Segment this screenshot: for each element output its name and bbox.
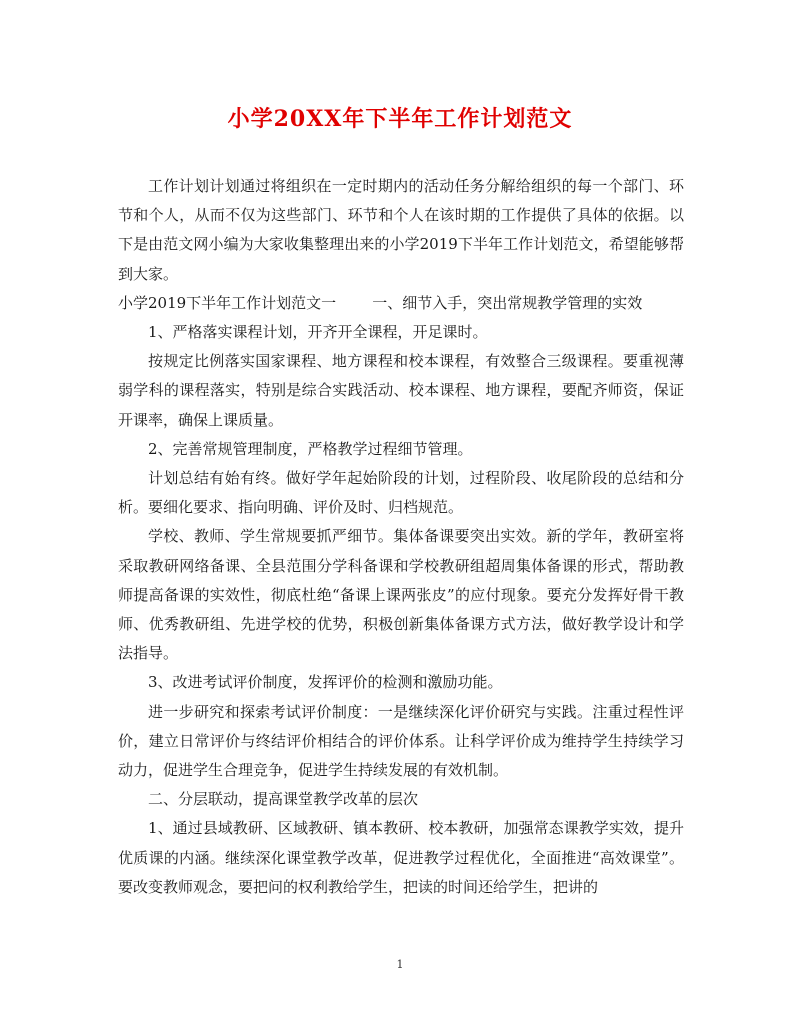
intro-paragraph: 工作计划计划通过将组织在一定时期内的活动任务分解给组织的每一个部门、环节和个人，从而不仅为这些部门、环节和个人在该时期的工作提供了具体的依据。以下是由范文网小编为大家收集整理出来的小学2019下半年工作计划范文，希望能够帮到大家。 [118, 177, 684, 283]
item-2-text-1: 计划总结有始有终。做好学年起始阶段的计划，过程阶段、收尾阶段的总结和分析。要细化要求、指向明确、评价及时、归档规范。 [118, 469, 684, 517]
item-2-heading: 2、完善常规管理制度，严格教学过程细节管理。 [148, 439, 473, 458]
document-body [118, 172, 684, 902]
section-title: 小学2019下半年工作计划范文一 [118, 293, 337, 312]
item-2-text-2: 学校、教师、学生常规要抓严细节。集体备课要突出实效。新的学年，教研室将采取教研网络备课、全县范围分学科备课和学校教研组超周集体备课的形式，帮助教师提高备课的实效性，彻底杜绝“备课上课两张皮”的应付现象。要充分发挥好骨干教师、优秀教研组、先进学校的优势，积极创新集体备课方式方法，做好教学设计和学法指导。 [118, 527, 684, 663]
item-1-text: 按规定比例落实国家课程、地方课程和校本课程，有效整合三级课程。要重视薄弱学科的课程落实，特别是综合实践活动、校本课程、地方课程，要配齐师资，保证开课率，确保上课质量。 [118, 352, 684, 429]
item-4-text: 1、通过县域教研、区域教研、镇本教研、校本教研，加强常态课教学实效，提升优质课的内涵。继续深化课堂教学改革，促进教学过程优化，全面推进“高效课堂”。要改变教师观念，要把问的权利教给学生，把读的时间还给学生，把讲的 [118, 819, 684, 896]
item-3-heading: 3、改进考试评价制度，发挥评价的检测和激励功能。 [148, 673, 503, 692]
section-line [118, 289, 684, 318]
document-title: 小学20XX年下半年工作计划范文 [227, 106, 573, 132]
page-number: 1 [396, 958, 404, 971]
item-1-heading: 1、严格落实课程计划，开齐开全课程，开足课时。 [148, 323, 488, 342]
item-3-text: 进一步研究和探索考试评价制度：一是继续深化评价研究与实践。注重过程性评价，建立日常评价与终结评价相结合的评价体系。让科学评价成为维持学生持续学习动力，促进学生合理竞争，促进学生持续发展的有效机制。 [118, 702, 684, 780]
section-heading-2: 二、分层联动，提高课堂教学改革的层次 [148, 790, 419, 809]
section-heading-1: 一、细节入手，突出常规教学管理的实效 [372, 293, 643, 312]
